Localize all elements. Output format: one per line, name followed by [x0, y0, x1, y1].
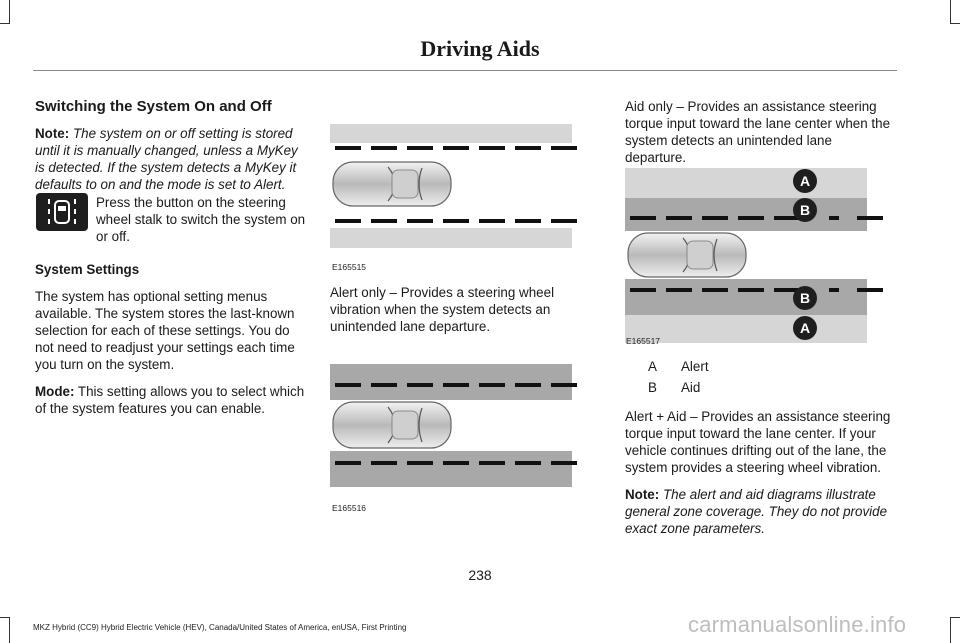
crop-mark: [9, 617, 10, 643]
page-title: Driving Aids: [420, 36, 540, 61]
svg-text:A: A: [799, 173, 811, 189]
svg-text:A: A: [799, 320, 811, 336]
left-column: [35, 98, 305, 203]
mode-paragraph: [35, 383, 307, 417]
right-column-lower: [625, 408, 897, 547]
lane-keeping-icon-graphic: [36, 193, 88, 231]
press-button-text: [96, 194, 306, 255]
left-column-lower: [35, 261, 307, 427]
mode-label: Mode:: [35, 384, 75, 399]
alert-zone-top: [625, 168, 867, 198]
alert-text: Alert only – Provides a steering wheel vibration when the system detects an unintended lane departure.: [330, 285, 555, 334]
svg-text:B: B: [799, 290, 811, 306]
legend-row: [681, 380, 700, 395]
lane-dashes-bottom: [335, 461, 577, 465]
crop-mark: [950, 23, 960, 24]
header-divider: [33, 70, 897, 71]
legend-value: Alert: [681, 359, 709, 374]
publication-footer: MKZ Hybrid (CC9) Hybrid Electric Vehicle (HEV), Canada/United States of America, enUSA, First Printing: [33, 623, 407, 632]
aid-text: Aid only – Provides an assistance steering torque input toward the lane center when the system detects an unintended lane departure.: [625, 99, 891, 165]
settings-heading: System Settings: [35, 262, 140, 277]
aid-zone-top: [625, 198, 867, 231]
section-heading: Switching the System On and Off: [35, 98, 272, 115]
legend-row: [648, 380, 657, 395]
callout-b-bottom: [793, 286, 817, 310]
lane-dashes-top: [335, 146, 577, 150]
crop-mark: [0, 617, 10, 618]
legend-key: A: [648, 359, 657, 374]
lane-diagram-3: [625, 168, 883, 344]
figure-id: E165517: [626, 336, 661, 346]
lane-keeping-icon: [36, 193, 88, 231]
callout-a-top: [793, 169, 817, 193]
figure-id: E165515: [332, 262, 367, 272]
figure-id: E165516: [332, 503, 367, 513]
callout-a-bottom: [793, 316, 817, 340]
alert-only-text: [330, 284, 590, 345]
watermark: carmanualsonline.info: [688, 612, 907, 637]
lane-dashes-bottom: [335, 219, 577, 223]
aid-only-text: [625, 98, 895, 176]
svg-text:B: B: [799, 202, 811, 218]
aid-zone-bottom: [625, 279, 867, 315]
vehicle: [628, 233, 746, 277]
crop-mark: [0, 23, 10, 24]
vehicle: [333, 402, 451, 448]
alert-zone-bottom: [330, 451, 572, 487]
legend-row: [648, 359, 657, 374]
legend-value: Aid: [681, 380, 701, 395]
alert-zone-top: [330, 364, 572, 400]
crop-mark: [950, 617, 960, 618]
press-text: Press the button on the steering wheel stalk to switch the system on or off.: [96, 195, 306, 244]
note-paragraph: [625, 486, 897, 537]
mode-text: This setting allows you to select which of the system features you can enable.: [35, 384, 305, 416]
settings-text: The system has optional setting menus available. The system stores the last-known selection for each of these settings. You do not need to readjust your settings each time you turn on the system.: [35, 289, 295, 372]
alert-zone-bottom: [625, 315, 867, 343]
page-number: 238: [468, 567, 492, 583]
note-paragraph: [35, 125, 305, 193]
note-label: Note:: [35, 126, 70, 141]
lane-diagram-1: [330, 124, 588, 250]
note-label: Note:: [625, 487, 660, 502]
lane-diagram-2: [330, 364, 588, 490]
crop-mark: [950, 0, 951, 24]
legend-row: [681, 359, 709, 374]
callout-b-top: [793, 198, 817, 222]
lane-dashes-top: [335, 383, 577, 387]
crop-mark: [950, 617, 951, 643]
legend-key: B: [648, 380, 657, 395]
crop-mark: [9, 0, 10, 24]
note-text: The alert and aid diagrams illustrate general zone coverage. They do not provide exact zone parameters.: [625, 487, 888, 536]
note-text: The system on or off setting is stored until it is manually changed, unless a MyKey is detected. If the system detects a MyKey it defaults to on and the mode is set to Alert.: [35, 126, 298, 192]
vehicle: [333, 162, 451, 206]
alert-aid-text: Alert + Aid – Provides an assistance steering torque input toward the lane center. If your vehicle continues drifting out of the lane, the system provides a steering wheel vibration.: [625, 409, 891, 475]
